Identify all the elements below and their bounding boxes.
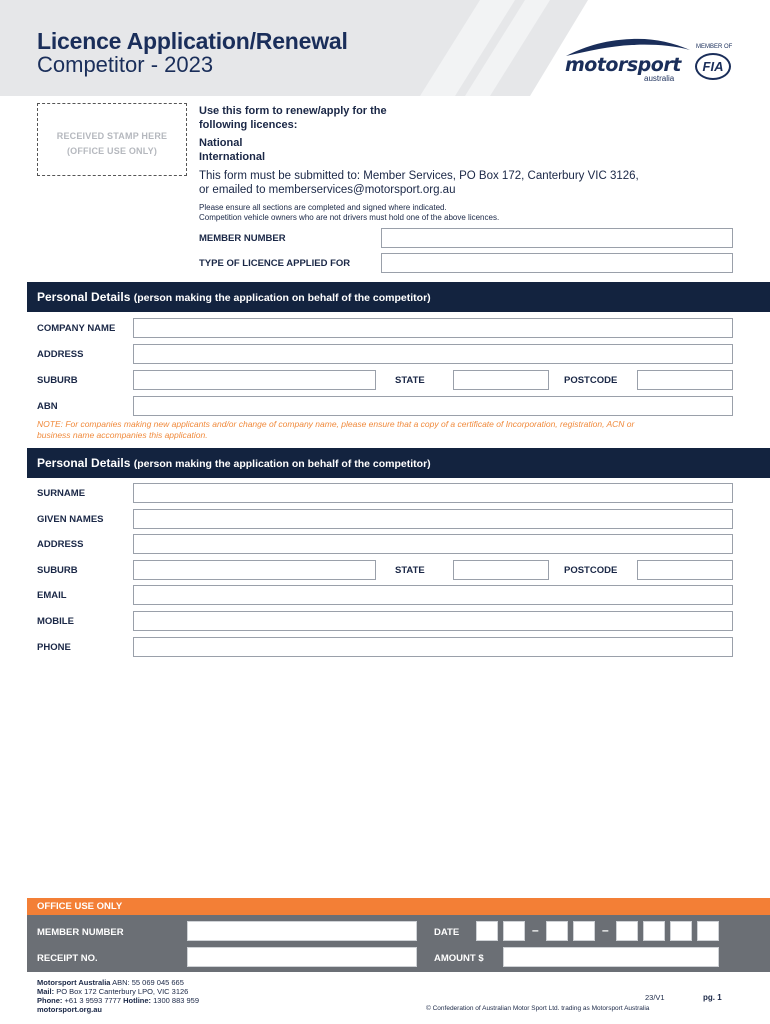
company-postcode-input[interactable] [637, 370, 733, 390]
page-number: pg. 1 [703, 993, 722, 1002]
state-input[interactable] [453, 560, 549, 580]
date-dash-2: – [602, 923, 609, 937]
suburb-input[interactable] [133, 560, 376, 580]
section2-title: Personal Details [37, 456, 131, 470]
surname-label: SURNAME [37, 488, 86, 499]
intro-heading-line2: following licences: [199, 119, 298, 131]
address-label: ADDRESS [37, 539, 84, 550]
date-day-1[interactable] [476, 921, 498, 941]
mobile-label: MOBILE [37, 616, 74, 627]
licence-type-label: TYPE OF LICENCE APPLIED FOR [199, 258, 351, 269]
intro-note-line1: Please ensure all sections are completed and signed where indicated. [199, 203, 447, 212]
company-note [37, 419, 737, 441]
company-postcode-label: POSTCODE [564, 375, 618, 386]
office-date-label: DATE [434, 927, 460, 938]
receipt-no-input[interactable] [187, 947, 417, 967]
logo-subtext: australia [644, 74, 675, 83]
date-year-2[interactable] [643, 921, 665, 941]
section2-title-note: (person making the application on behalf of the competitor) [133, 458, 431, 470]
company-suburb-input[interactable] [133, 370, 376, 390]
stamp-line2: (OFFICE USE ONLY) [66, 146, 158, 156]
footer-website[interactable]: motorsport.org.au [37, 1005, 102, 1014]
licence-national: National [199, 137, 243, 149]
company-address-label: ADDRESS [37, 349, 84, 360]
amount-label: AMOUNT $ [434, 953, 484, 964]
member-number-label: MEMBER NUMBER [199, 233, 286, 244]
section-company-details-header [27, 282, 770, 312]
company-note-line2: business name accompanies this application. [37, 430, 208, 440]
section1-title-note: (person making the application on behalf of the competitor) [133, 292, 431, 304]
footer-mail: PO Box 172 Canterbury LPO, VIC 3126 [56, 987, 189, 996]
company-state-label: STATE [395, 375, 425, 386]
mobile-input[interactable] [133, 611, 733, 631]
footer-abn: ABN: 55 069 045 665 [112, 978, 184, 987]
footer-phone: +61 3 9593 7777 [64, 996, 122, 1005]
footer-hotline: 1300 883 959 [153, 996, 200, 1005]
abn-input[interactable] [133, 396, 733, 416]
licence-international: International [199, 151, 266, 163]
company-address-input[interactable] [133, 344, 733, 364]
page-subtitle: Competitor - 2023 [37, 52, 214, 77]
date-year-1[interactable] [616, 921, 638, 941]
date-dash-1: – [532, 923, 539, 937]
email-input[interactable] [133, 585, 733, 605]
company-name-label: COMPANY NAME [37, 323, 116, 334]
stamp-line1: RECEIVED STAMP HERE [56, 131, 168, 141]
submit-line2: or emailed to memberservices@motorsport.org.au [199, 184, 456, 196]
postcode-label: POSTCODE [564, 565, 618, 576]
form-version: 23/V1 [645, 993, 665, 1002]
submit-line1: This form must be submitted to: Member Services, PO Box 172, Canterbury VIC 3126, [199, 170, 639, 182]
member-number-input[interactable] [381, 228, 733, 248]
postcode-input[interactable] [637, 560, 733, 580]
office-member-number-label: MEMBER NUMBER [37, 927, 124, 938]
footer-org-name: Motorsport Australia [37, 978, 111, 987]
footer-phone-label: Phone: [37, 996, 63, 1005]
logo-wordmark: motorsport [565, 54, 681, 76]
phone-label: PHONE [37, 642, 71, 653]
date-month-2[interactable] [573, 921, 595, 941]
email-label: EMAIL [37, 590, 67, 601]
footer-hotline-label: Hotline: [123, 996, 152, 1005]
phone-input[interactable] [133, 637, 733, 657]
office-member-number-input[interactable] [187, 921, 417, 941]
receipt-no-label: RECEIPT NO. [37, 953, 98, 964]
page-title: Licence Application/Renewal [37, 28, 348, 54]
company-note-line1: NOTE: For companies making new applicants and/or change of company name, please ensure that a copy of a certificate of Incorporation, registration, ACN or [37, 419, 635, 429]
office-use-header: OFFICE USE ONLY [27, 898, 770, 915]
footer-mail-label: Mail: [37, 987, 55, 996]
abn-label: ABN [37, 401, 58, 412]
date-year-3[interactable] [670, 921, 692, 941]
motorsport-australia-logo [562, 36, 737, 86]
section1-title: Personal Details [37, 290, 131, 304]
received-stamp-box [37, 103, 187, 176]
address-input[interactable] [133, 534, 733, 554]
footer-contact [37, 978, 199, 1014]
given-names-label: GIVEN NAMES [37, 514, 104, 525]
company-name-input[interactable] [133, 318, 733, 338]
date-day-2[interactable] [503, 921, 525, 941]
copyright-notice: © Confederation of Australian Motor Sport Ltd. trading as Motorsport Australia [426, 1005, 650, 1012]
section-personal-details-header [27, 448, 770, 478]
date-month-1[interactable] [546, 921, 568, 941]
given-names-input[interactable] [133, 509, 733, 529]
date-year-4[interactable] [697, 921, 719, 941]
company-suburb-label: SUBURB [37, 375, 78, 386]
licence-type-input[interactable] [381, 253, 733, 273]
intro-text [199, 104, 739, 223]
member-of-label: MEMBER OF [696, 44, 733, 50]
suburb-label: SUBURB [37, 565, 78, 576]
fia-logo: FIA [695, 53, 731, 80]
intro-note-line2: Competition vehicle owners who are not drivers must hold one of the above licences. [199, 213, 500, 222]
surname-input[interactable] [133, 483, 733, 503]
amount-input[interactable] [503, 947, 719, 967]
company-state-input[interactable] [453, 370, 549, 390]
intro-heading-line1: Use this form to renew/apply for the [199, 105, 387, 117]
page-header [0, 0, 770, 96]
state-label: STATE [395, 565, 425, 576]
